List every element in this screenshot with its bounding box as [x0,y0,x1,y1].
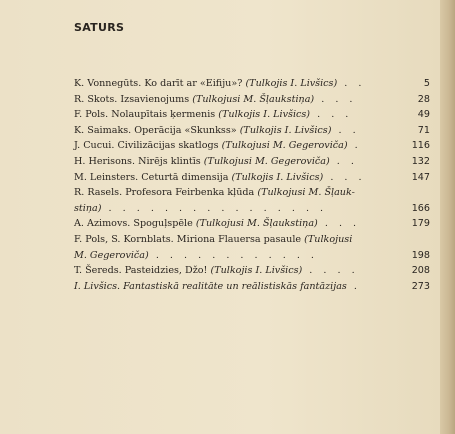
entry-translator: (Tulkojis I. Livšics) [231,171,324,183]
entry-author: M. Leinsters. [74,171,139,183]
dot-leader: . . . . [302,265,359,277]
dot-leader: . . . [323,171,366,183]
entry-author: F. Pols, S. Kornblats. [74,233,174,245]
toc-entry [74,232,430,263]
entry-translator: (Tulkojusi M. Šļauk- [257,187,355,199]
entry-author: T. Šereds. [74,265,122,277]
entry-page: 132 [411,155,430,167]
table-of-contents [74,76,430,294]
dot-leader: . . . . . . . . . . . . . . . . [101,202,328,214]
entry-title: Operācija «Skunkss» [134,124,237,136]
entry-translator: (Tulkojis I. Livšics) [245,78,338,89]
entry-translator: (Tulkojusi M. Šļaukstiņa) [195,218,318,230]
entry-translator: (Tulkojusi M. Gegeroviča) [203,155,330,167]
entry-author: R. Skots. [74,93,118,105]
entry-translator: (Tulkojis I. Livšics) [239,124,332,136]
dot-leader: . . . . . . . . . . . . [148,249,318,261]
book-spine [440,0,455,434]
entry-page: 273 [411,280,430,292]
dot-leader: . . . [314,93,357,105]
entry-author: R. Rasels. [74,187,123,199]
entry-translator: (Tulkojusi [304,233,353,245]
entry-translator: (Tulkojusi M. Šļaukstiņa) [192,93,315,105]
contents-heading: SATURS [74,21,125,34]
dot-leader: . [346,280,361,292]
entry-title: Pasteidzies, Džo! [124,265,208,277]
toc-entry [74,279,430,295]
entry-author: J. Cucui. [74,140,115,152]
entry-translator: (Tulkojusi M. Gegeroviča) [221,140,348,152]
toc-entry [74,216,430,232]
entry-title: Ceturtā dimensija [141,171,229,183]
entry-author: H. Herisons. [74,155,136,167]
dot-leader: . [347,140,362,152]
dot-leader: . . . [317,218,361,230]
toc-entry [74,123,430,139]
toc-entry [74,138,430,154]
entry-page: 71 [417,124,430,136]
entry-title: Miriona Flauersa pasaule [176,233,302,245]
entry-page: 116 [411,140,430,152]
entry-translator-continued: stiņa) [74,202,102,214]
toc-entry [74,92,430,108]
entry-title: Nirējs klintīs [138,155,201,167]
toc-entry [74,185,430,216]
toc-entry [74,76,430,92]
toc-entry [74,263,430,279]
entry-translator: (Tulkojis I. Livšics) [218,109,311,121]
entry-page: 28 [417,93,430,105]
entry-page: 147 [411,171,430,183]
dot-leader: . . [329,155,358,167]
entry-page: 208 [411,265,430,277]
entry-author: I. Livšics. [74,280,121,292]
entry-page: 166 [411,202,430,214]
entry-title: Civilizācijas skatlogs [117,140,219,152]
entry-title: Profesora Feirbenka kļūda [125,187,255,199]
entry-page: 179 [411,218,430,230]
dot-leader: . . [331,124,360,136]
toc-entry [74,107,430,123]
dot-leader: . . . [310,109,353,121]
entry-page: 49 [417,109,430,121]
dot-leader: . . [337,78,366,89]
entry-title: Fantastiskā realitāte un reālistiskās fantāzijas [123,280,347,292]
entry-author: K. Vonnegūts. [74,78,142,89]
entry-title: Nolaupītais ķermenis [111,109,216,121]
entry-title: Spoguļspēle [133,218,193,230]
entry-page: 198 [411,249,430,261]
toc-entry [74,154,430,170]
entry-author: A. Azimovs. [74,218,131,230]
entry-title: Izsavienojums [120,93,190,105]
entry-page: 5 [423,78,430,89]
entry-author: K. Saimaks. [74,124,132,136]
entry-title: Ko darīt ar «Eifiju»? [144,78,243,89]
entry-author: F. Pols. [74,109,109,121]
entry-translator: (Tulkojis I. Livšics) [210,265,303,277]
entry-translator-continued: M. Gegeroviča) [74,249,149,261]
toc-entry [74,170,430,186]
